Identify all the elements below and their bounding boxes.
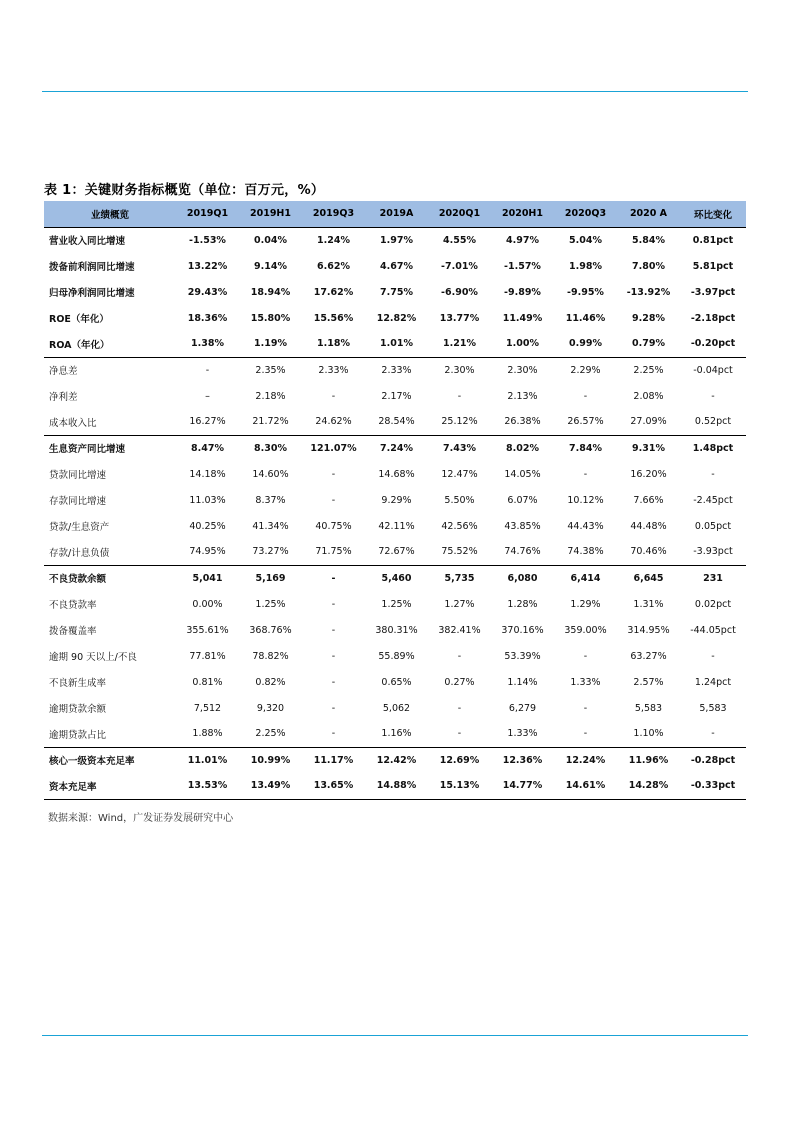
- table-cell: -: [176, 357, 239, 383]
- table-cell: 11.96%: [617, 747, 680, 773]
- table-cell: 1.33%: [507, 728, 538, 740]
- table-cell: 14.60%: [252, 468, 289, 480]
- table-cell: -3.97pct: [690, 286, 736, 298]
- table-cell: 74.95%: [189, 546, 226, 558]
- table-cell: 16.27%: [189, 416, 226, 428]
- table-row: [44, 227, 746, 253]
- table-row: [44, 357, 746, 383]
- table-cell: 71.75%: [315, 546, 352, 558]
- table-cell: 26.57%: [567, 416, 604, 428]
- table-row: [44, 435, 746, 461]
- table-cell: 4.67%: [380, 260, 413, 272]
- table-cell: 42.56%: [441, 520, 478, 532]
- table-cell: 44.48%: [630, 520, 667, 532]
- table-cell: 25.12%: [441, 416, 478, 428]
- table-cell: 11.17%: [302, 747, 365, 773]
- table-cell: -6.90%: [441, 286, 478, 298]
- table-cell: 18.36%: [187, 312, 228, 324]
- table-row: [44, 409, 746, 435]
- table-cell: 2.25%: [617, 357, 680, 383]
- table-row: [44, 331, 746, 357]
- table-cell: 41.34%: [252, 520, 289, 532]
- row-label: 存款同比增速: [49, 496, 107, 507]
- table-cell: 8.47%: [176, 435, 239, 461]
- table-cell: -: [457, 728, 462, 740]
- table-cell: 40.25%: [189, 520, 226, 532]
- table-cell: -: [711, 468, 715, 480]
- table-row: [44, 513, 746, 539]
- table-cell: -: [711, 728, 715, 740]
- table-cell: 7,512: [193, 702, 222, 714]
- table-cell: -0.04pct: [680, 357, 746, 383]
- table-cell: 1.16%: [381, 728, 412, 740]
- column-header: 环比变化: [693, 209, 732, 221]
- table-cell: 14.61%: [554, 773, 617, 799]
- table-cell: 0.02pct: [694, 598, 732, 610]
- table-row: [44, 721, 746, 747]
- row-label: 归母净利润同比增速: [49, 288, 135, 299]
- table-cell: 7.80%: [632, 260, 665, 272]
- table-cell: 121.07%: [302, 435, 365, 461]
- table-cell: -0.28pct: [680, 747, 746, 773]
- table-cell: 2.17%: [381, 390, 412, 402]
- column-header: 2019A: [379, 208, 414, 220]
- table-cell: 14.18%: [189, 468, 226, 480]
- table-cell: 1.29%: [570, 598, 601, 610]
- row-label: 贷款同比增速: [49, 470, 107, 481]
- table-cell: 0.81%: [192, 676, 223, 688]
- table-cell: 1.48pct: [680, 435, 746, 461]
- table-cell: -: [583, 728, 588, 740]
- table-cell: 0.99%: [569, 338, 602, 350]
- table-cell: -: [711, 650, 715, 662]
- row-label: 拨备覆盖率: [49, 626, 97, 637]
- column-header: 2020Q1: [438, 208, 481, 220]
- table-row: [44, 487, 746, 513]
- table-cell: 1.33%: [570, 676, 601, 688]
- table-cell: 5,460: [365, 565, 428, 591]
- table-cell: -0.20pct: [690, 338, 736, 350]
- table-cell: 2.30%: [428, 357, 491, 383]
- table-cell: 6.07%: [507, 494, 538, 506]
- table-cell: 0.82%: [255, 676, 286, 688]
- table-cell: 63.27%: [630, 650, 667, 662]
- row-label: 逾期贷款余额: [49, 704, 107, 715]
- table-cell: 1.18%: [317, 338, 350, 350]
- table-cell: 12.69%: [428, 747, 491, 773]
- table-cell: 0.65%: [381, 676, 412, 688]
- table-cell: 6,414: [554, 565, 617, 591]
- table-row: [44, 643, 746, 669]
- table-cell: 368.76%: [249, 624, 292, 636]
- table-cell: 12.24%: [554, 747, 617, 773]
- table-cell: 4.97%: [491, 227, 554, 253]
- footer-rule: [42, 1035, 748, 1036]
- table-cell: 15.80%: [250, 312, 291, 324]
- table-cell: -2.18pct: [690, 312, 736, 324]
- table-cell: 0.04%: [239, 227, 302, 253]
- table-cell: 13.22%: [187, 260, 228, 272]
- table-cell: 14.68%: [378, 468, 415, 480]
- row-label: 不良贷款余额: [44, 565, 176, 591]
- table-cell: –: [205, 390, 210, 402]
- column-header: 业绩概览: [90, 209, 129, 221]
- table-row: [44, 591, 746, 617]
- table-cell: 73.27%: [252, 546, 289, 558]
- table-cell: 7.84%: [554, 435, 617, 461]
- table-cell: 74.76%: [504, 546, 541, 558]
- row-label: 核心一级资本充足率: [44, 747, 176, 773]
- row-label: 逾期贷款占比: [49, 729, 107, 741]
- table-cell: -: [331, 650, 336, 662]
- table-cell: 10.99%: [239, 747, 302, 773]
- table-cell: 5.81pct: [692, 260, 734, 272]
- table-row: [44, 747, 746, 773]
- column-header: 2020Q3: [564, 208, 607, 220]
- table-cell: 14.05%: [504, 468, 541, 480]
- row-label: 逾期 90 天以上/不良: [49, 652, 137, 663]
- table-cell: -: [711, 390, 715, 402]
- table-cell: -3.93pct: [693, 546, 733, 558]
- row-label: 资本充足率: [44, 773, 176, 799]
- table-cell: 1.31%: [633, 598, 664, 610]
- table-cell: 9.14%: [254, 260, 287, 272]
- table-cell: 11.03%: [189, 494, 226, 506]
- table-cell: 12.36%: [491, 747, 554, 773]
- row-label: 营业收入同比增速: [44, 227, 176, 253]
- column-header: 2019Q3: [312, 208, 355, 220]
- table-cell: -9.89%: [504, 286, 541, 298]
- table-cell: 2.29%: [554, 357, 617, 383]
- table-cell: 1.97%: [365, 227, 428, 253]
- table-cell: 16.20%: [630, 468, 667, 480]
- table-cell: -: [331, 702, 336, 714]
- table-cell: -1.53%: [176, 227, 239, 253]
- table-cell: 10.12%: [567, 494, 604, 506]
- table-cell: 1.25%: [255, 598, 286, 610]
- table-cell: 12.82%: [376, 312, 417, 324]
- table-cell: 55.89%: [378, 650, 415, 662]
- table-cell: 0.81pct: [680, 227, 746, 253]
- table-cell: -: [583, 390, 588, 402]
- table-cell: 231: [680, 565, 746, 591]
- table-cell: 0.79%: [632, 338, 665, 350]
- table-cell: 314.95%: [627, 624, 670, 636]
- table-cell: -: [457, 390, 462, 402]
- table-cell: 13.65%: [302, 773, 365, 799]
- table-cell: 7.75%: [380, 286, 413, 298]
- column-header: 2020 A: [629, 208, 668, 220]
- table-cell: 2.25%: [255, 728, 286, 740]
- table-cell: -1.57%: [504, 260, 541, 272]
- table-cell: 6,279: [508, 702, 537, 714]
- table-cell: 1.98%: [569, 260, 602, 272]
- table-cell: -0.33pct: [680, 773, 746, 799]
- table-cell: 7.43%: [428, 435, 491, 461]
- row-label: 存款/计息负债: [49, 547, 110, 559]
- table-cell: 1.27%: [444, 598, 475, 610]
- table-row: [44, 279, 746, 305]
- row-label: ROE（年化）: [49, 314, 109, 325]
- table-cell: 1.25%: [381, 598, 412, 610]
- table-cell: 13.53%: [176, 773, 239, 799]
- table-cell: 13.77%: [439, 312, 480, 324]
- column-header: 2019H1: [249, 208, 291, 220]
- table-cell: -: [331, 676, 336, 688]
- table-cell: 53.39%: [504, 650, 541, 662]
- row-label: 净利差: [49, 392, 78, 403]
- table-cell: 21.72%: [252, 416, 289, 428]
- header-rule: [42, 91, 748, 92]
- row-label: 拨备前利润同比增速: [49, 262, 135, 273]
- table-cell: -: [457, 650, 462, 662]
- table-cell: 1.10%: [633, 728, 664, 740]
- table-title: 表 1：关键财务指标概览（单位：百万元，%）: [44, 183, 325, 198]
- table-cell: 0.52pct: [694, 416, 732, 428]
- table-cell: -: [583, 468, 588, 480]
- table-cell: 13.49%: [239, 773, 302, 799]
- table-cell: -: [583, 650, 588, 662]
- table-cell: 1.01%: [380, 338, 413, 350]
- table-cell: -2.45pct: [693, 494, 733, 506]
- column-header: 2019Q1: [186, 208, 229, 220]
- row-label: 贷款/生息资产: [49, 522, 110, 533]
- table-cell: 1.38%: [191, 338, 224, 350]
- table-cell: 5,169: [239, 565, 302, 591]
- table-cell: 5,041: [176, 565, 239, 591]
- table-cell: -: [331, 390, 336, 402]
- table-cell: 8.02%: [491, 435, 554, 461]
- table-cell: -9.95%: [567, 286, 604, 298]
- table-cell: 42.11%: [378, 520, 415, 532]
- table-cell: 5.50%: [444, 494, 475, 506]
- table-cell: 2.35%: [239, 357, 302, 383]
- table-cell: 4.55%: [428, 227, 491, 253]
- table-cell: 0.05pct: [694, 520, 732, 532]
- table-cell: 15.13%: [428, 773, 491, 799]
- table-cell: 75.52%: [441, 546, 478, 558]
- row-label: 净息差: [44, 357, 176, 383]
- table-cell: 1.24pct: [694, 676, 732, 688]
- table-cell: 1.21%: [443, 338, 476, 350]
- table-cell: -: [331, 494, 336, 506]
- table-cell: 5,583: [699, 702, 727, 714]
- table-cell: -: [583, 702, 588, 714]
- table-cell: 1.28%: [507, 598, 538, 610]
- table-cell: 2.08%: [633, 390, 664, 402]
- column-header: 2020H1: [501, 208, 543, 220]
- row-label: ROA（年化）: [49, 339, 110, 351]
- table-row: [44, 383, 746, 409]
- table-cell: 1.19%: [254, 338, 287, 350]
- table-cell: 9.31%: [617, 435, 680, 461]
- table-cell: 28.54%: [378, 416, 415, 428]
- table-cell: 2.57%: [633, 676, 664, 688]
- table-cell: 8.37%: [255, 494, 286, 506]
- table-cell: 1.24%: [302, 227, 365, 253]
- table-cell: -: [331, 468, 336, 480]
- table-cell: 15.56%: [313, 312, 354, 324]
- table-cell: 5,735: [428, 565, 491, 591]
- table-cell: 1.14%: [507, 676, 538, 688]
- table-cell: 12.42%: [365, 747, 428, 773]
- table-row: [44, 565, 746, 591]
- table-cell: 17.62%: [313, 286, 354, 298]
- table-cell: 6,645: [617, 565, 680, 591]
- table-cell: 0.00%: [192, 598, 223, 610]
- table-cell: 6.62%: [317, 260, 350, 272]
- table-row: [44, 773, 746, 799]
- table-cell: 11.01%: [176, 747, 239, 773]
- table-cell: 2.33%: [302, 357, 365, 383]
- table-cell: 2.18%: [255, 390, 286, 402]
- table-cell: 6,080: [491, 565, 554, 591]
- table-cell: 12.47%: [441, 468, 478, 480]
- row-label: 不良新生成率: [49, 678, 107, 689]
- table-cell: 9,320: [256, 702, 285, 714]
- table-cell: 43.85%: [504, 520, 541, 532]
- table-cell: 9.29%: [381, 494, 412, 506]
- table-cell: 18.94%: [250, 286, 291, 298]
- table-cell: 5.04%: [554, 227, 617, 253]
- table-cell: 2.13%: [507, 390, 538, 402]
- table-cell: 14.28%: [617, 773, 680, 799]
- table-cell: 5,583: [634, 702, 663, 714]
- table-cell: 11.46%: [565, 312, 606, 324]
- table-cell: 44.43%: [567, 520, 604, 532]
- table-cell: 40.75%: [315, 520, 352, 532]
- row-label: 成本收入比: [49, 417, 97, 429]
- row-label: 生息资产同比增速: [44, 435, 176, 461]
- table-row: [44, 253, 746, 279]
- table-cell: 77.81%: [189, 650, 226, 662]
- table-cell: 5,062: [382, 702, 411, 714]
- table-cell: 70.46%: [630, 546, 667, 558]
- table-cell: 24.62%: [315, 416, 352, 428]
- table-cell: 7.24%: [365, 435, 428, 461]
- table-cell: 0.27%: [444, 676, 475, 688]
- table-cell: -13.92%: [626, 286, 671, 298]
- table-cell: -: [302, 565, 365, 591]
- table-cell: 370.16%: [501, 624, 544, 636]
- table-cell: 27.09%: [630, 416, 667, 428]
- table-row: [44, 695, 746, 721]
- table-cell: 1.88%: [192, 728, 223, 740]
- table-cell: 2.30%: [491, 357, 554, 383]
- table-cell: -: [331, 728, 336, 740]
- table-cell: 5.84%: [617, 227, 680, 253]
- table-cell: -7.01%: [441, 260, 478, 272]
- table-cell: 29.43%: [187, 286, 228, 298]
- table-cell: 355.61%: [186, 624, 229, 636]
- table-cell: 382.41%: [438, 624, 481, 636]
- table-cell: 14.88%: [365, 773, 428, 799]
- table-row: [44, 461, 746, 487]
- table-cell: 78.82%: [252, 650, 289, 662]
- table-cell: 2.33%: [365, 357, 428, 383]
- table-cell: 1.00%: [506, 338, 539, 350]
- table-cell: 359.00%: [564, 624, 607, 636]
- table-cell: 74.38%: [567, 546, 604, 558]
- table-row: [44, 539, 746, 565]
- data-source-note: 数据来源：Wind，广发证券发展研究中心: [48, 813, 234, 824]
- table-cell: -: [331, 598, 336, 610]
- table-cell: 8.30%: [239, 435, 302, 461]
- table-cell: -44.05pct: [690, 624, 736, 636]
- table-cell: 7.66%: [633, 494, 664, 506]
- table-cell: 72.67%: [378, 546, 415, 558]
- table-cell: 14.77%: [491, 773, 554, 799]
- table-row: [44, 669, 746, 695]
- table-cell: 9.28%: [632, 312, 665, 324]
- row-label: 不良贷款率: [49, 600, 97, 611]
- table-row: [44, 305, 746, 331]
- table-cell: 11.49%: [502, 312, 543, 324]
- table-header-row: [44, 201, 746, 227]
- table-row: [44, 617, 746, 643]
- table-cell: 380.31%: [375, 624, 418, 636]
- table-cell: -: [457, 702, 462, 714]
- financial-indicators-table: [44, 201, 746, 800]
- table-cell: 26.38%: [504, 416, 541, 428]
- table-cell: -: [331, 624, 336, 636]
